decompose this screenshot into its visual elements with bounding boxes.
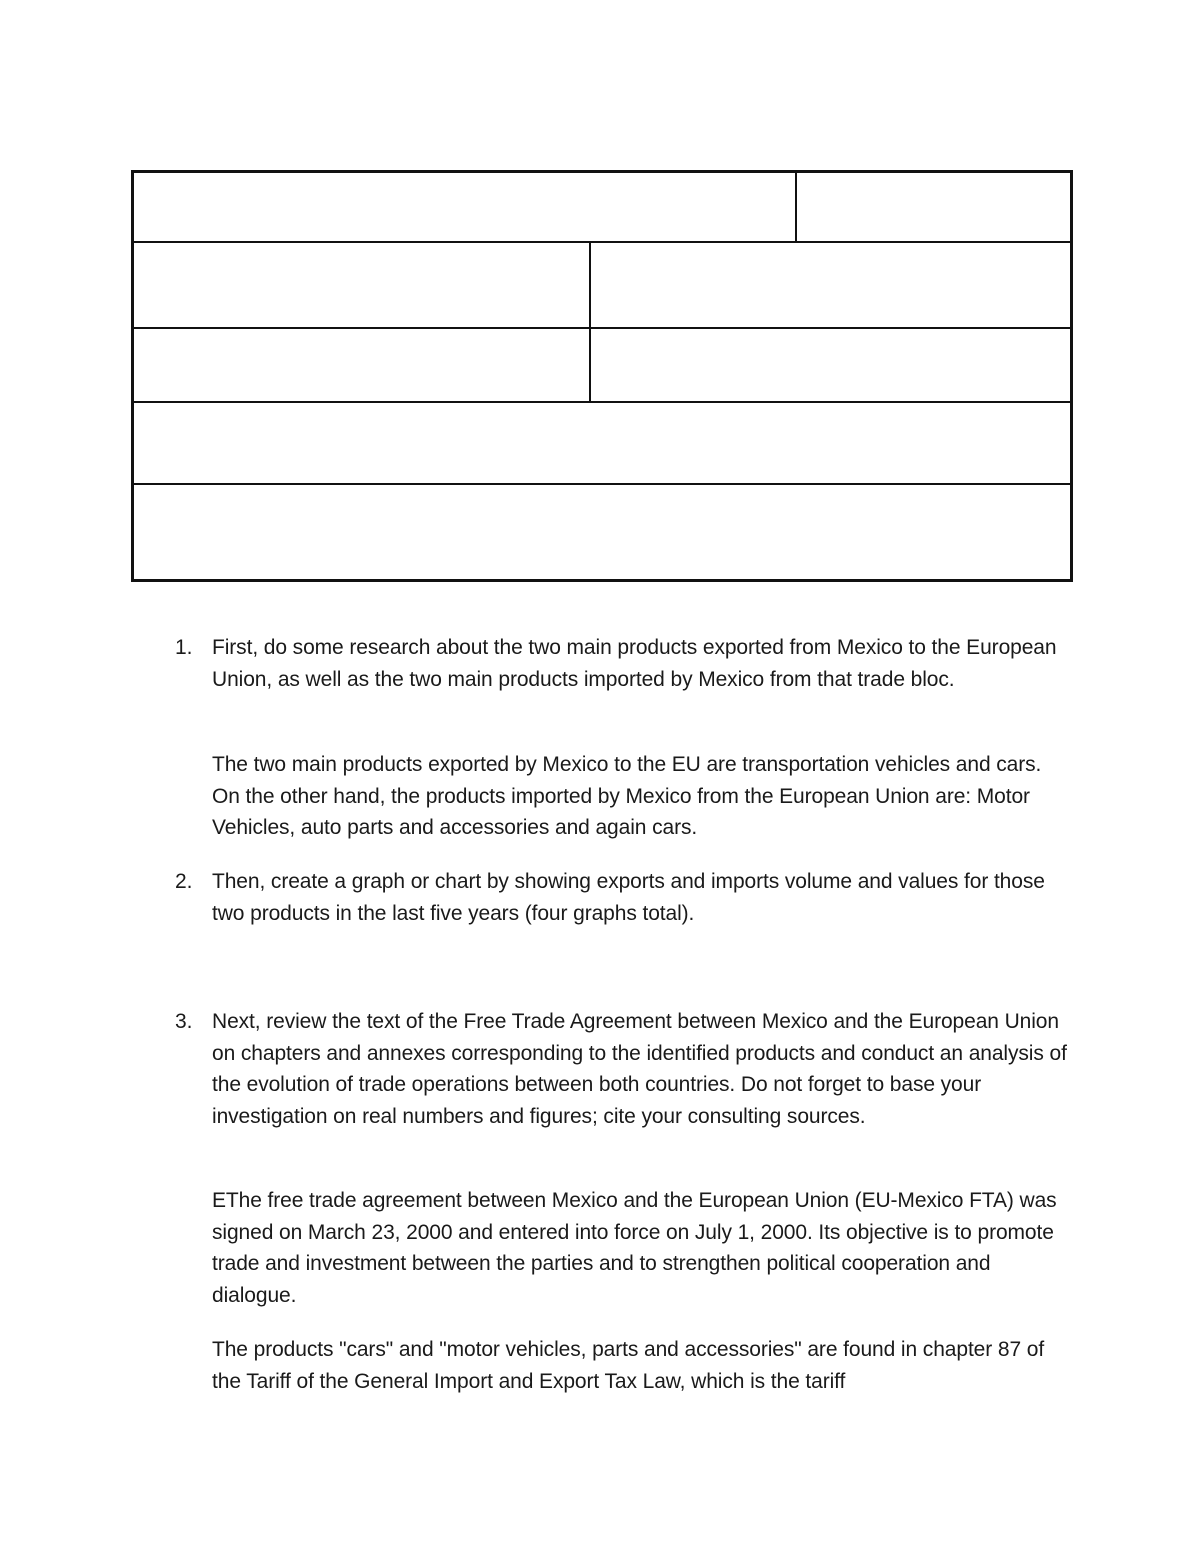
table-row [134, 173, 1070, 243]
answer-paragraph: The two main products exported by Mexico to the EU are transportation vehicles and cars. On the other hand, the products imported by Mexico from the European Union are: Motor Vehicles, auto parts and accessories and again cars. [212, 753, 1042, 839]
list-item-text: Next, review the text of the Free Trade Agreement between Mexico and the European Union on chapters and annexes corresponding to the identified products and conduct an analysis of the evolution of trade operations between both countries. Do not forget to base your investigation on real numbers and figures; cite your consulting sources. [212, 1010, 1067, 1128]
list-number: 3. [175, 1010, 193, 1033]
answer-paragraph: EThe free trade agreement between Mexico and the European Union (EU-Mexico FTA) was signed on March 23, 2000 and entered into force on July 1, 2000. Its objective is to promote trade and investment between the parties and to strengthen political cooperation and dialogue. [212, 1189, 1057, 1307]
list-item [175, 1006, 1072, 1132]
table-row [134, 403, 1070, 485]
cell-divider [589, 243, 591, 327]
answer-paragraph: The products "cars" and "motor vehicles, parts and accessories" are found in chapter 87 of the Tariff of the General Import and Export Tax Law, which is the tariff [212, 1338, 1045, 1393]
cell-divider [589, 329, 591, 401]
list-item-text: Then, create a graph or chart by showing exports and imports volume and values for those two products in the last five years (four graphs total). [212, 870, 1045, 925]
list-item-text: First, do some research about the two main products exported from Mexico to the European Union, as well as the two main products imported by Mexico from that trade bloc. [212, 636, 1057, 691]
table-row [134, 243, 1070, 329]
header-table [131, 170, 1073, 582]
list-number: 1. [175, 636, 193, 659]
table-row [134, 485, 1070, 582]
list-item [175, 866, 1072, 929]
list-item [175, 632, 1072, 695]
table-row [134, 329, 1070, 403]
list-number: 2. [175, 870, 193, 893]
cell-divider [795, 173, 797, 241]
